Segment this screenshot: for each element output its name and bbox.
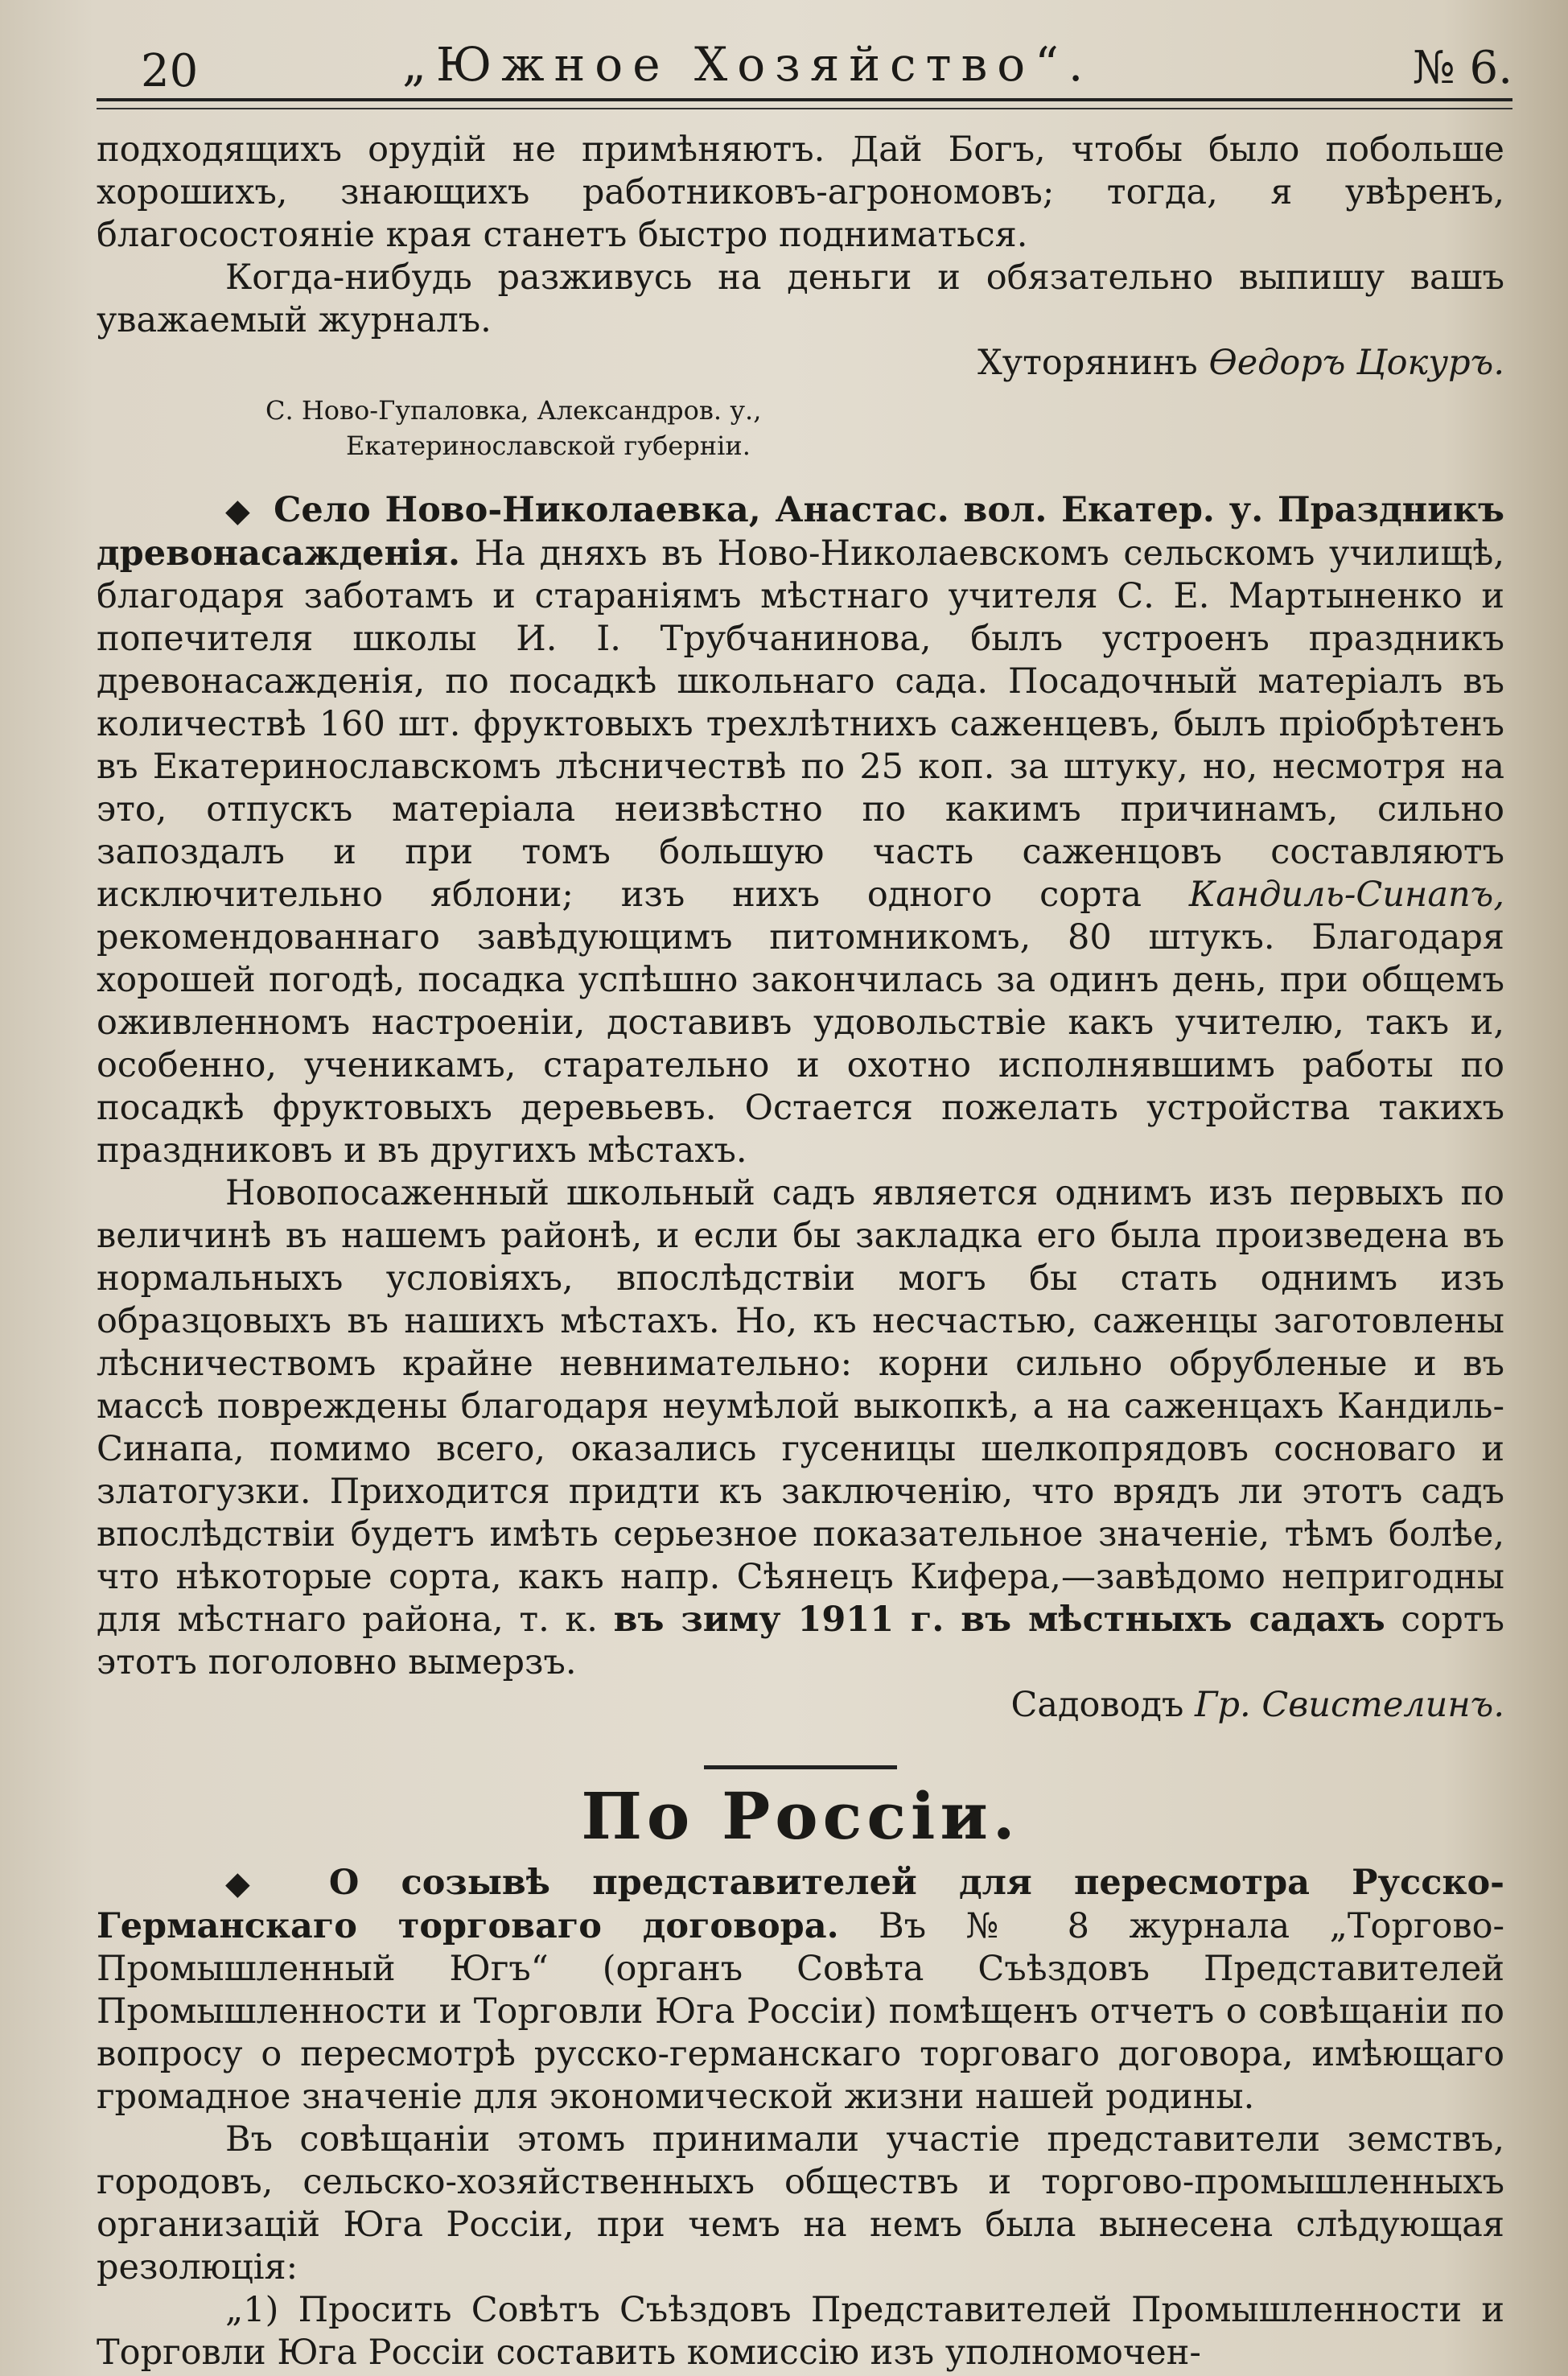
article-2-paragraph-1 bbox=[97, 1862, 1504, 2119]
article-2-text-a: Въ № 8 журнала „Торгово-Промышленный Югъ“ (органъ Совѣта Съѣздовъ Представителей Промышленности и Торговли Юга Россіи) помѣщенъ отчетъ о совѣщаніи по вопросу о пересмотрѣ русско-германскаго торговаго договора, имѣющаго громадное значеніе для экономической жизни нашей родины. bbox=[97, 1906, 1505, 2117]
signature-prefix: Садоводъ bbox=[1010, 1685, 1184, 1725]
article-1-signature bbox=[97, 1684, 1504, 1727]
journal-title: „Южное Хозяйство“. bbox=[402, 37, 1093, 92]
bullet-diamond-icon: ◆ bbox=[225, 492, 253, 529]
letter-paragraph-1: подходящихъ орудій не примѣняютъ. Дай Богъ, чтобы было побольше хорошихъ, знающихъ работниковъ-агрономовъ; тогда, я увѣренъ, благосостояніе края станетъ быстро подниматься. bbox=[97, 130, 1504, 255]
article-2-paragraph-3: „1) Просить Совѣтъ Съѣздовъ Представителей Промышленности и Торговли Юга Россіи составить комиссію изъ уполномочен- bbox=[97, 2290, 1504, 2373]
issue-number: № 6. bbox=[1412, 42, 1512, 94]
signature-name: Ѳедоръ Цокуръ. bbox=[1208, 343, 1504, 383]
article-1-text-d: сортъ этотъ поголовно вымерзъ. bbox=[97, 1600, 1505, 1682]
article-tree-planting bbox=[97, 489, 1504, 1727]
page-header bbox=[97, 31, 1512, 95]
page-number: 20 bbox=[141, 45, 199, 97]
article-1-heading: Село Ново-Николаевка, Анастас. вол. Екатер. у. Праздникъ древонасажденія. bbox=[97, 490, 1505, 574]
signature-prefix: Хуторянинъ bbox=[977, 343, 1198, 383]
section-divider bbox=[704, 1765, 897, 1769]
letter-paragraph-2 bbox=[97, 257, 1504, 342]
header-rule-thick bbox=[97, 98, 1512, 101]
article-trade-treaty bbox=[97, 1862, 1504, 2374]
article-1-text-b: рекомендованнаго завѣдующимъ питомникомъ, 80 штукъ. Благодаря хорошей погодѣ, посадка успѣшно закончилась за одинъ день, при общемъ оживленномъ настроеніи, доставивъ удовольствіе какъ учителю, такъ и, особенно, ученикамъ, старательно и охотно исполнявшимъ работы по посадкѣ фруктовыхъ деревьевъ. Остается пожелать устройства такихъ праздниковъ и въ другихъ мѣстахъ. bbox=[97, 917, 1504, 1171]
signature-name: Гр. Свистелинъ. bbox=[1195, 1685, 1504, 1725]
article-1-paragraph-2 bbox=[97, 1172, 1504, 1684]
letter-address bbox=[265, 393, 1504, 463]
article-1-variety: Кандиль-Синапъ, bbox=[1188, 875, 1505, 915]
address-line-1: С. Ново-Гупаловка, Александров. у., bbox=[265, 395, 762, 426]
article-1-text-c: Новопосаженный школьный садъ является однимъ изъ первыхъ по величинѣ въ нашемъ районѣ, и если бы закладка его была произведена въ нормальныхъ условіяхъ, впослѣдствіи могъ бы стать однимъ изъ образцовыхъ въ нашихъ мѣстахъ. Но, къ несчастью, саженцы заготовлены лѣсничествомъ крайне невнимательно: корни сильно обрубленые и въ массѣ повреждены благодаря неумѣлой выкопкѣ, а на саженцахъ Кандиль-Синапа, помимо всего, оказались гусеницы шелкопрядовъ сосноваго и златогузки. Приходится придти къ заключенію, что врядъ ли этотъ садъ впослѣдствіи будетъ имѣть серьезное показательное значеніе, тѣмъ болѣе, что нѣкоторые сорта, какъ напр. Сѣянецъ Кифера,—завѣдомо непригодны для мѣстнаго района, т. к. bbox=[97, 1173, 1504, 1640]
article-2-paragraph-2: Въ совѣщаніи этомъ принимали участіе представители земствъ, городовъ, сельско-хозяйственныхъ обществъ и торгово-промышленныхъ организацій Юга Россіи, при чемъ на немъ была вынесена слѣдующая резолюція: bbox=[97, 2119, 1504, 2287]
letter-signature bbox=[97, 342, 1504, 385]
body-text bbox=[97, 129, 1504, 2374]
article-1-bold-phrase: въ зиму 1911 г. въ мѣстныхъ садахъ bbox=[613, 1600, 1385, 1640]
article-1-paragraph-1 bbox=[97, 489, 1504, 1172]
article-2-heading: О созывѣ представителей для пересмотра Русско-Германскаго торговаго договора. bbox=[97, 1863, 1504, 1946]
letter-paragraph-2-text: Когда-нибудь разживусь на деньги и обязательно выпишу вашъ уважаемый журналъ. bbox=[97, 257, 1504, 340]
bullet-diamond-icon: ◆ bbox=[225, 1865, 280, 1902]
section-title: По Россіи. bbox=[581, 1778, 1020, 1854]
address-line-2: Екатеринославской губерніи. bbox=[346, 430, 751, 461]
header-rule-thin bbox=[97, 108, 1512, 109]
article-1-text-a: На дняхъ въ Ново-Николаевскомъ сельскомъ училищѣ, благодаря заботамъ и стараніямъ мѣстнаго учителя С. Е. Мартыненко и попечителя школы И. І. Трубчанинова, былъ устроенъ праздникъ древонасажденія, по посадкѣ школьнаго сада. Посадочный матеріалъ въ количествѣ 160 шт. фруктовыхъ трехлѣтнихъ саженцевъ, былъ пріобрѣтенъ въ Екатеринославскомъ лѣсничествѣ по 25 коп. за штуку, но, несмотря на это, отпускъ матеріала неизвѣстно по какимъ причинамъ, сильно запоздалъ и при томъ большую часть саженцовъ составляютъ исключительно яблони; изъ нихъ одного сорта bbox=[97, 533, 1504, 915]
